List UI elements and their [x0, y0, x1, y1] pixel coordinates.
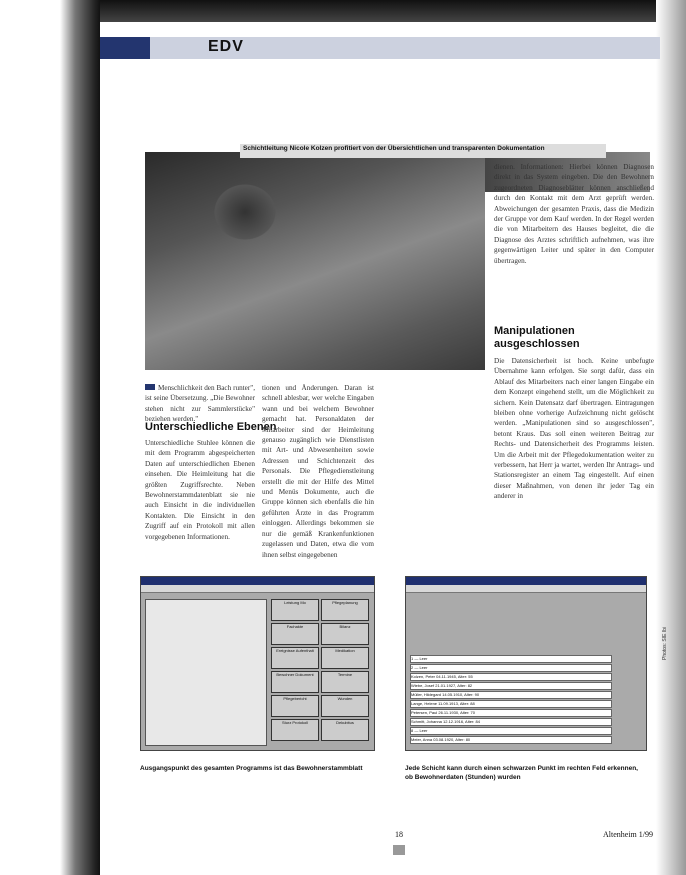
- screen-button: Medikation: [321, 647, 369, 669]
- section-header-accent: [100, 37, 150, 59]
- footer-marker: [393, 845, 405, 855]
- scan-edge-right: [656, 0, 686, 875]
- journal-issue: Altenheim 1/99: [603, 830, 653, 839]
- resident-row: 2 — Leer: [410, 664, 612, 672]
- page-number: 18: [395, 830, 403, 839]
- section-header-bar: [100, 37, 660, 59]
- col3-body-text-2: Die Datensicherheit ist hoch. Keine unbefugte Übernahme kann erfolgen. Sie sorgt dafür, dass ein Ablauf des Mitarbeiters nach einer langen Eingabe ein dem Konzept eingehend stellt, um die Möglichkeit zu sichern. Kein Datensatz darf übertragen. Eintragungen bleiben ohne vorherige Aufzeichnung nicht gelöscht werden. „Manipulationen sind so ausgeschlossen", betont Kraus. Das soll einen weiteren Beitrag zur Rechts- und Datensicherheit des Programms leisten. Um die Arbeit mit der Pflegedokumentation weiter zu verbessern, hat Herr ja wartet, werden Ihr Antrags- und Stationsregister an einem Tag eingestellt. Auf einen dieser Maßnahmen, von denen ihr jeder Tag ein anderer in: [494, 357, 654, 501]
- resident-row: Kolzen, Peter 04.11.1945, Alter: 55: [410, 673, 612, 681]
- screen-button: Bilanz: [321, 623, 369, 645]
- screenshot-bewohnerliste: [405, 576, 647, 751]
- screenshot-stammblatt: [140, 576, 375, 751]
- screen-titlebar: [406, 577, 646, 585]
- screen-button: Fachakte: [271, 623, 319, 645]
- resident-row: Wiebe, Josef 21.01.1927, Alter: 82: [410, 682, 612, 690]
- col1-body-text: Unterschiedliche Stuhlee können die mit dem Programm abgespeicherten Daten auf unterschiedlichen Ebenen einsehen. Die Heimleitung hat die größten Zugriffsrechte. Neben Bewohnerstammdatenblatt sie nie auch Einsicht in die individuellen Kontakten. Die Einsicht in den Zugriff auf ein Protokoll mit allen vorgegebenen Informationen.: [145, 439, 255, 541]
- scan-edge-left: [0, 0, 100, 875]
- screen-right-caption: Jede Schicht kann durch einen schwarzen Punkt im rechten Feld erkennen, ob Bewohnerdaten (Stunden) wurden: [405, 765, 638, 781]
- resident-row: Lange, Helene 11.09.1913, Alter: 88: [410, 700, 612, 708]
- screen-button: Dekubitus: [321, 719, 369, 741]
- col1-intro-text: Menschlichkeit den Bach runter", ist seine Übersetzung. „Die Bewohner stehen nicht zur Sammlerstücke" beziehen werden.": [145, 384, 255, 424]
- photo-caption: Schichtleitung Nicole Kolzen profitiert von der Übersichtlichen und transparenten Dokumentation: [240, 144, 606, 158]
- resident-row: Meier, Anna 03.08.1920, Alter: 80: [410, 736, 612, 744]
- scan-edge-top: [0, 0, 686, 22]
- form-panel: [145, 599, 267, 746]
- resident-row: Müller, Hildegard 14.05.1910, Alter: 90: [410, 691, 612, 699]
- screen-titlebar: [141, 577, 374, 585]
- section-title: EDV: [208, 38, 244, 55]
- continuation-bullet-icon: [145, 384, 155, 390]
- article-column-2: tionen und Änderungen. Daran ist schnell ablesbar, wer welche Eingaben wann und bei welchem Bewohner gemacht hat. Personaldaten der Mitarbeiter sind der Heimleitung genauso zugänglich wie Dienstlisten mit Art- und Abwesenheiten sowie Adressen und Schichtenzeit des Personals. Die Pflegedienstleitung erstellt die mit der Hilfe des Mittel und Menüs Dokumente, auch die Gruppe können sich ebenfalls die hin geführten Ärzte in das Programm einloggen. Allerdings bekommen sie nur die gemäß Krankenfunktionen zugelassen und Daten, etwa die vom ihnen selbst eingegebenen: [262, 384, 374, 559]
- screen-button: Leistung Mo: [271, 599, 319, 621]
- screen-button: Sturz Protokoll: [271, 719, 319, 741]
- screen-menubar: [141, 585, 374, 593]
- resident-row: Petersen, Paul 26.11.1930, Alter: 70: [410, 709, 612, 717]
- screen-button: Pflegebericht: [271, 695, 319, 717]
- resident-row: 8 — Leer: [410, 727, 612, 735]
- screen-button: Ereignisse Aufenthalt: [271, 647, 319, 669]
- screen-button: Wunden: [321, 695, 369, 717]
- heading-manipulationen: Manipulationen ausgeschlossen: [494, 325, 580, 350]
- resident-row: Schmitt, Johanna 12.12.1916, Alter: 84: [410, 718, 612, 726]
- screen-left-caption: Ausgangspunkt des gesamten Programms ist das Bewohnerstammblatt: [140, 765, 363, 772]
- photo-credit: Photos: SIE Ibi: [662, 626, 668, 660]
- resident-row: 1 — Leer: [410, 655, 612, 663]
- article-column-3: dienen. Informationen: Hierbei können Diagnosen direkt in das System eingeben. Die den Bewohnern zugeordneten Diagnoseblätter können anschließend durch den Kontakt mit dem Arzt geprüft werden. Abweichungen der gesamten Praxis, dass die Medizin der Gruppe vor dem Kauf werden. In der Regel werden die von Mitarbeitern des Hauses begleitet, die die Diagnose des Arztes schriftlich aufnehmen, was ihre gegenwärtigen Leiter und später in den Computer übertragen.: [494, 163, 654, 265]
- heading-ebenen: Unterschiedliche Ebenen: [145, 421, 277, 433]
- article-column-1: [145, 383, 255, 425]
- screen-button: Pflegeplanung: [321, 599, 369, 621]
- screen-menubar: [406, 585, 646, 593]
- screen-button: Termine: [321, 671, 369, 693]
- screen-button: Bewohner Dokument: [271, 671, 319, 693]
- photo-workstation: [145, 152, 485, 370]
